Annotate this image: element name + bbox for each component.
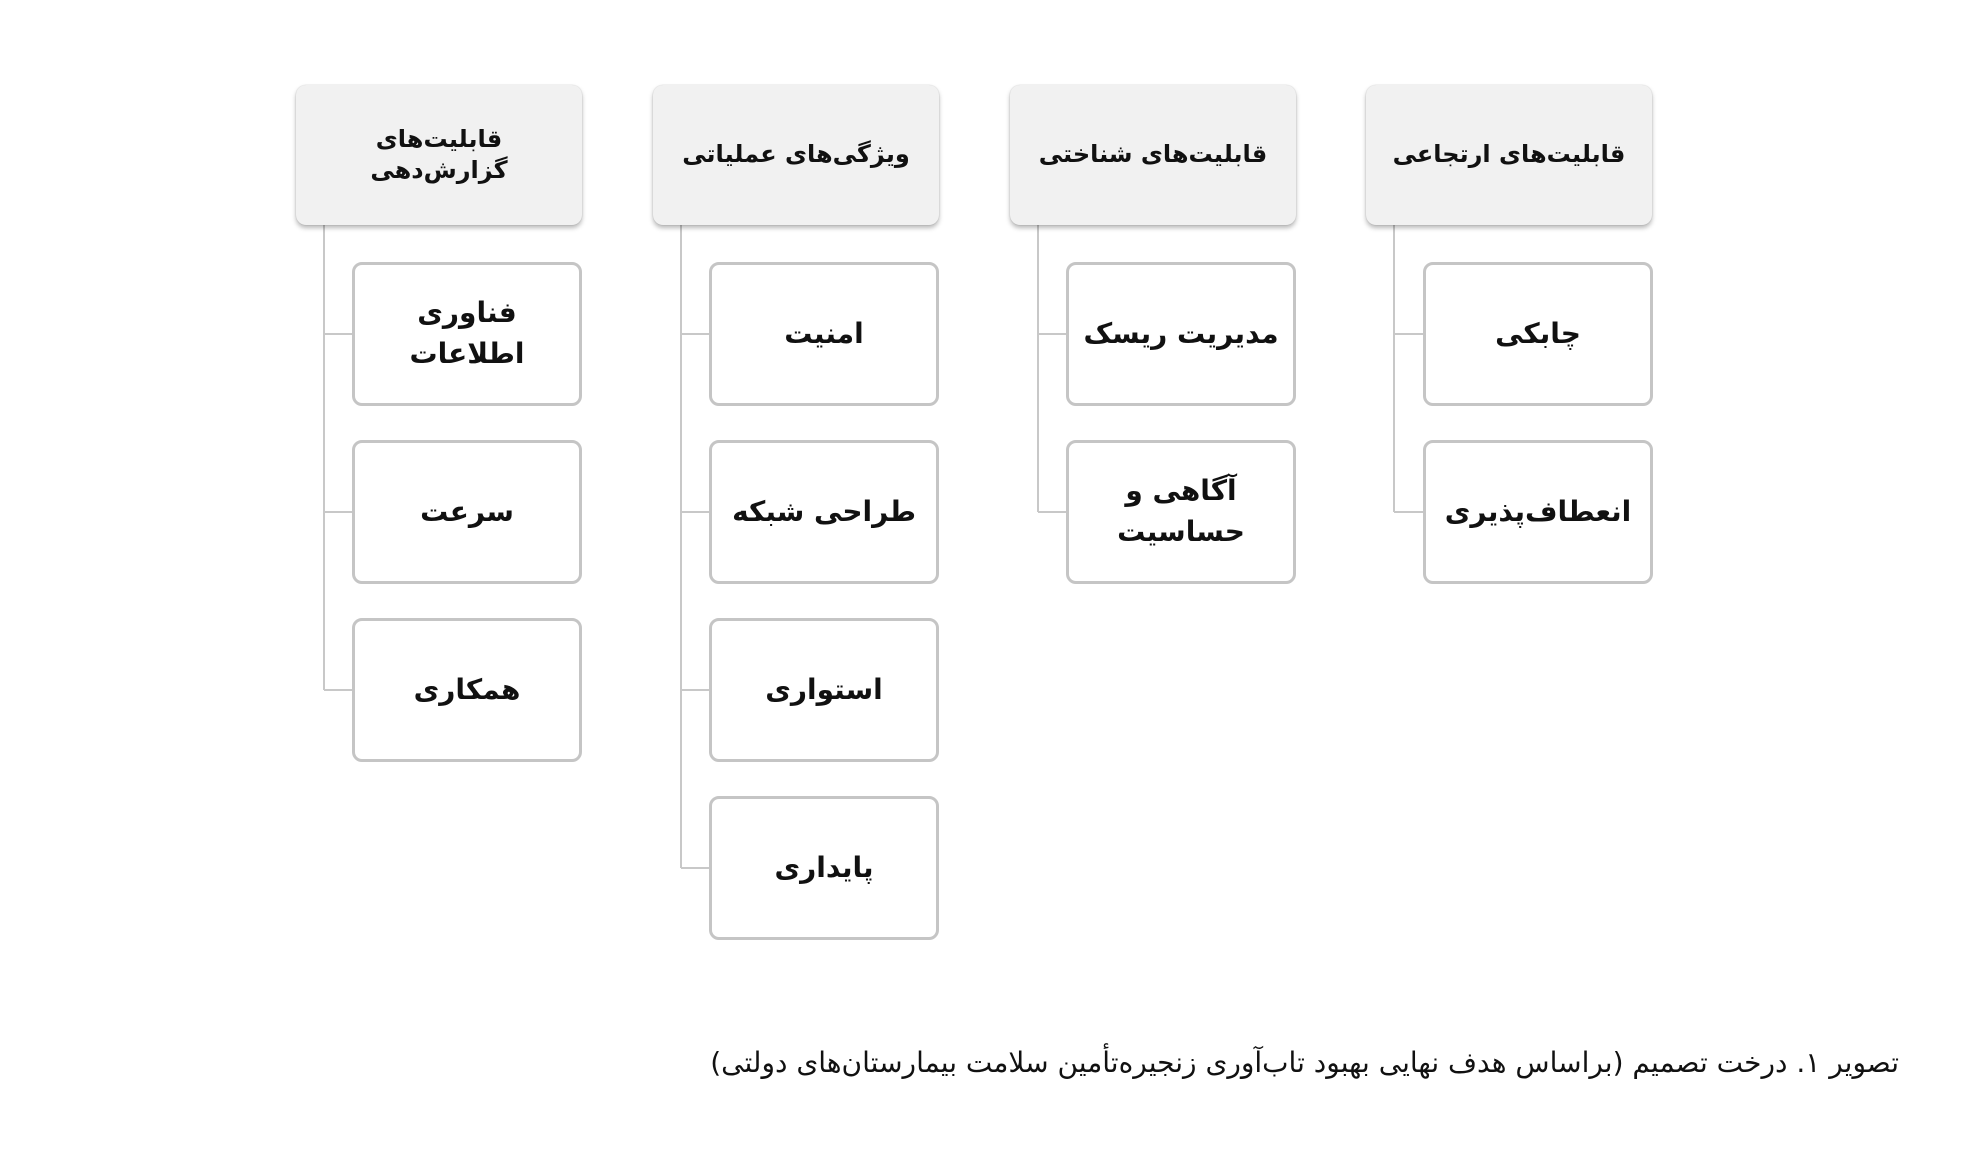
node-risk-management: مدیریت ریسک	[1066, 262, 1296, 406]
node-information-technology: فناوری اطلاعات	[352, 262, 582, 406]
header-reporting-capabilities: قابلیت‌های گزارش‌دهی	[296, 85, 582, 225]
node-robustness: استواری	[709, 618, 939, 762]
node-security: امنیت	[709, 262, 939, 406]
node-agility: چابکی	[1423, 262, 1653, 406]
node-flexibility: انعطاف‌پذیری	[1423, 440, 1653, 584]
node-speed: سرعت	[352, 440, 582, 584]
node-collaboration: همکاری	[352, 618, 582, 762]
header-resilience-capabilities: قابلیت‌های ارتجاعی	[1366, 85, 1652, 225]
node-awareness-sensitivity: آگاهی و حساسیت	[1066, 440, 1296, 584]
header-operational-features: ویژگی‌های عملیاتی	[653, 85, 939, 225]
node-sustainability: پایداری	[709, 796, 939, 940]
node-network-design: طراحی شبکه	[709, 440, 939, 584]
figure-caption: تصویر ۱. درخت تصمیم (براساس هدف نهایی بهبود تاب‌آوری زنجیره‌تأمین سلامت بیمارستان‌های دولتی)	[710, 1046, 1899, 1079]
header-cognitive-capabilities: قابلیت‌های شناختی	[1010, 85, 1296, 225]
